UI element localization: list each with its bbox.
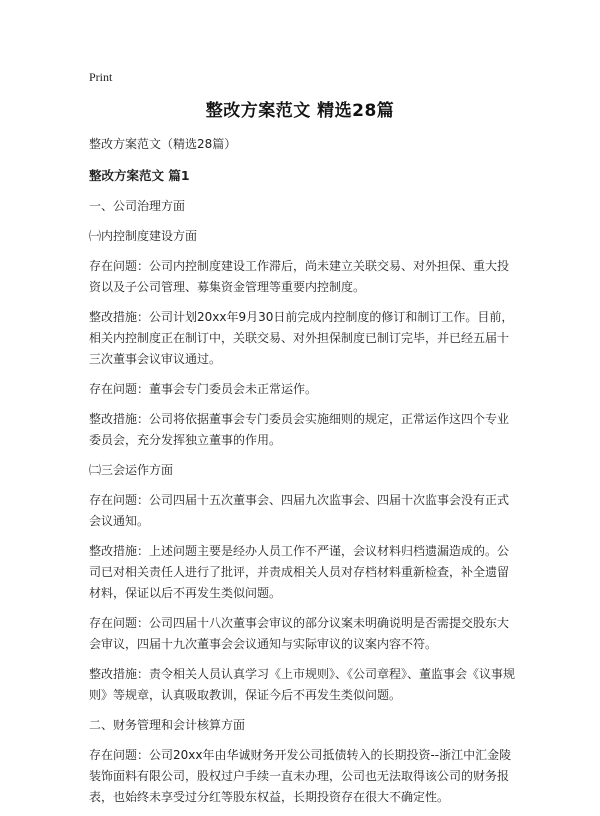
page-title: 整改方案范文 精选28篇 xyxy=(205,101,395,121)
paragraph: 存在问题：公司四届十五次董事会、四届九次监事会、四届十次监事会没有正式会议通知。 xyxy=(89,493,510,528)
paragraph: 整改措施：责令相关人员认真学习《上市规则》、《公司章程》、董监事会《议事规则》等规章，认真吸取教训，保证今后不再发生类似问题。 xyxy=(89,667,516,702)
paragraph: 存在问题：公司20xx年由华诚财务开发公司抵债转入的长期投资--浙江中汇金陵装饰面料有限公司，股权过户手续一直未办理，公司也无法取得该公司的财务报表，也始终未享受过分红等股东权益，长期投资存在很大不确定性。 xyxy=(89,748,512,804)
section-title: 整改方案范文 篇1 xyxy=(89,168,190,183)
paragraph: 整改措施：公司将依据董事会专门委员会实施细则的规定，正常运作这四个专业委员会，充分发挥独立董事的作用。 xyxy=(89,412,510,447)
paragraph: 整改措施：公司计划20xx年9月30日前完成内控制度的修订和制订工作。目前，相关内控制度正在制订中，关联交易、对外担保制度已制订完毕，并已经五届十三次董事会议审议通过。 xyxy=(89,310,514,366)
paragraph: 存在问题：董事会专门委员会未正常运作。 xyxy=(89,382,318,396)
document-body xyxy=(89,134,517,816)
paragraph: ㈡三会运作方面 xyxy=(89,463,174,477)
paragraph: 存在问题：公司四届十八次董事会审议的部分议案未明确说明是否需提交股东大会审议，四届十九次董事会会议通知与实际审议的议案内容不符。 xyxy=(89,616,510,651)
paragraph: 存在问题：公司内控制度建设工作滞后，尚未建立关联交易、对外担保、重大投资以及子公司管理、募集资金管理等重要内控制度。 xyxy=(89,259,510,294)
paragraph: 一、公司治理方面 xyxy=(89,199,186,213)
paragraph: ㈠内控制度建设方面 xyxy=(89,229,198,243)
document-subtitle: 整改方案范文（精选28篇） xyxy=(89,137,237,151)
paragraph: 二、财务管理和会计核算方面 xyxy=(89,718,246,732)
print-link[interactable]: Print xyxy=(89,70,113,84)
paragraph: 整改措施：上述问题主要是经办人员工作不严谨，会议材料归档遗漏造成的。公司已对相关责任人进行了批评，并责成相关人员对存档材料重新检查，补全遗留材料，保证以后不再发生类似问题。 xyxy=(89,544,510,600)
